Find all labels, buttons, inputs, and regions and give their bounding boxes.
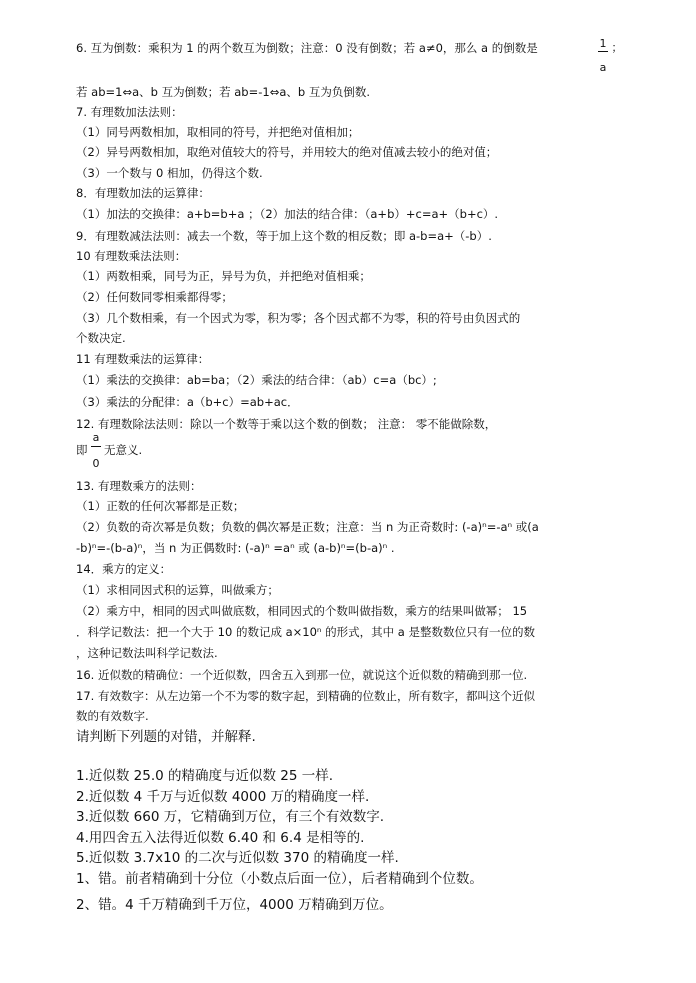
question-item: 4.用四舍五入法得近似数 6.40 和 6.4 是相等的. [76,830,365,846]
text-line: 个数决定. [76,331,126,345]
fraction-6-numerator: 1 [599,37,607,50]
fraction-6-bar [598,51,608,52]
text-line: （1）正数的任何次幂都是正数； [76,499,245,513]
question-item: 2.近似数 4 千万与近似数 4000 万的精确度一样. [76,789,370,805]
text-line: （1）同号两数相加，取相同的符号，并把绝对值相加； [76,125,360,139]
text-line: （1）两数相乘，同号为正，异号为负，并把绝对值相乘； [76,269,371,283]
text-line: 10 有理数乘法法则： [76,249,187,263]
text-line: 16. 近似数的精确位：一个近似数，四舍五入到那一位，就说这个近似数的精确到那一位. [76,668,528,682]
text-line: 9．有理数减法法则：减去一个数，等于加上这个数的相反数；即 a-b=a+（-b）. [76,229,492,243]
text-line: 无意义. [104,443,143,457]
fraction-12-bar [91,446,101,447]
text-line: 若 ab=1⇔a、b 互为倒数；若 ab=-1⇔a、b 互为负倒数. [76,85,370,99]
fraction-12-numerator: a [92,431,100,444]
text-line: 14．乘方的定义： [76,562,172,576]
question-item: 5.近似数 3.7x10 的二次与近似数 370 的精确度一样. [76,850,399,866]
text-line: 数的有效数字. [76,709,149,723]
text-line: 17. 有效数字：从左边第一个不为零的数字起，到精确的位数止，所有数字，都叫这个近似 [76,689,535,703]
answer-item: 2、错。4 千万精确到千万位，4000 万精确到万位。 [76,897,393,913]
text-line: （3）乘法的分配律：a（b+c）=ab+ac． [76,395,299,409]
text-line: 7. 有理数加法法则： [76,105,183,119]
text-line: -b)ⁿ=-(b-a)ⁿ，当 n 为正偶数时: (-a)ⁿ =aⁿ 或 (a-b)ⁿ=(b-a)ⁿ . [76,541,395,555]
text-line: ．科学记数法：把一个大于 10 的数记成 a×10ⁿ 的形式，其中 a 是整数数位只有一位的数 [76,625,536,639]
fraction-6-tail: ； [611,41,623,54]
text-line: （3）几个数相乘，有一个因式为零，积为零；各个因式都不为零，积的符号由负因式的 [76,311,521,325]
fraction-12-denominator: 0 [92,457,100,470]
text-line: 11 有理数乘法的运算律： [76,352,210,366]
text-line: （2）异号两数相加，取绝对值较大的符号，并用较大的绝对值减去较小的绝对值； [76,145,498,159]
question-heading: 请判断下列题的对错，并解释. [76,729,256,745]
text-line: （1）加法的交换律：a+b=b+a ；（2）加法的结合律：（a+b）+c=a+（b+c）. [76,207,499,221]
text-line-6: 6. 互为倒数：乘积为 1 的两个数互为倒数；注意：0 没有倒数；若 a≠0，那么 a 的倒数是 [76,41,538,55]
text-line: ，这种记数法叫科学记数法. [76,646,218,660]
fraction-12-prefix: 即 [76,443,88,457]
question-item: 1.近似数 25.0 的精确度与近似数 25 一样. [76,768,334,784]
question-item: 3.近似数 660 万，它精确到万位，有三个有效数字. [76,809,385,825]
text-line: 13. 有理数乘方的法则： [76,479,202,493]
text-line: 8．有理数加法的运算律： [76,186,210,200]
text-line: （2）乘方中，相同的因式叫做底数，相同因式的个数叫做指数，乘方的结果叫做幂； 15 [76,604,528,618]
text-line: （1）求相同因式积的运算，叫做乘方； [76,583,279,597]
answer-item: 1、错。前者精确到十分位（小数点后面一位），后者精确到个位数。 [76,871,483,887]
text-line: （2）负数的奇次幂是负数；负数的偶次幂是正数；注意：当 n 为正奇数时: (-a)ⁿ=-aⁿ 或(a [76,520,539,534]
fraction-6-denominator: a [599,61,607,74]
text-line: （1）乘法的交换律：ab=ba；（2）乘法的结合律：（ab）c=a（bc）; [76,373,437,387]
text-line: （2）任何数同零相乘都得零； [76,290,233,304]
text-line: （3）一个数与 0 相加，仍得这个数. [76,166,263,180]
text-line: 12. 有理数除法法则：除以一个数等于乘以这个数的倒数； 注意： 零不能做除数， [76,417,497,431]
